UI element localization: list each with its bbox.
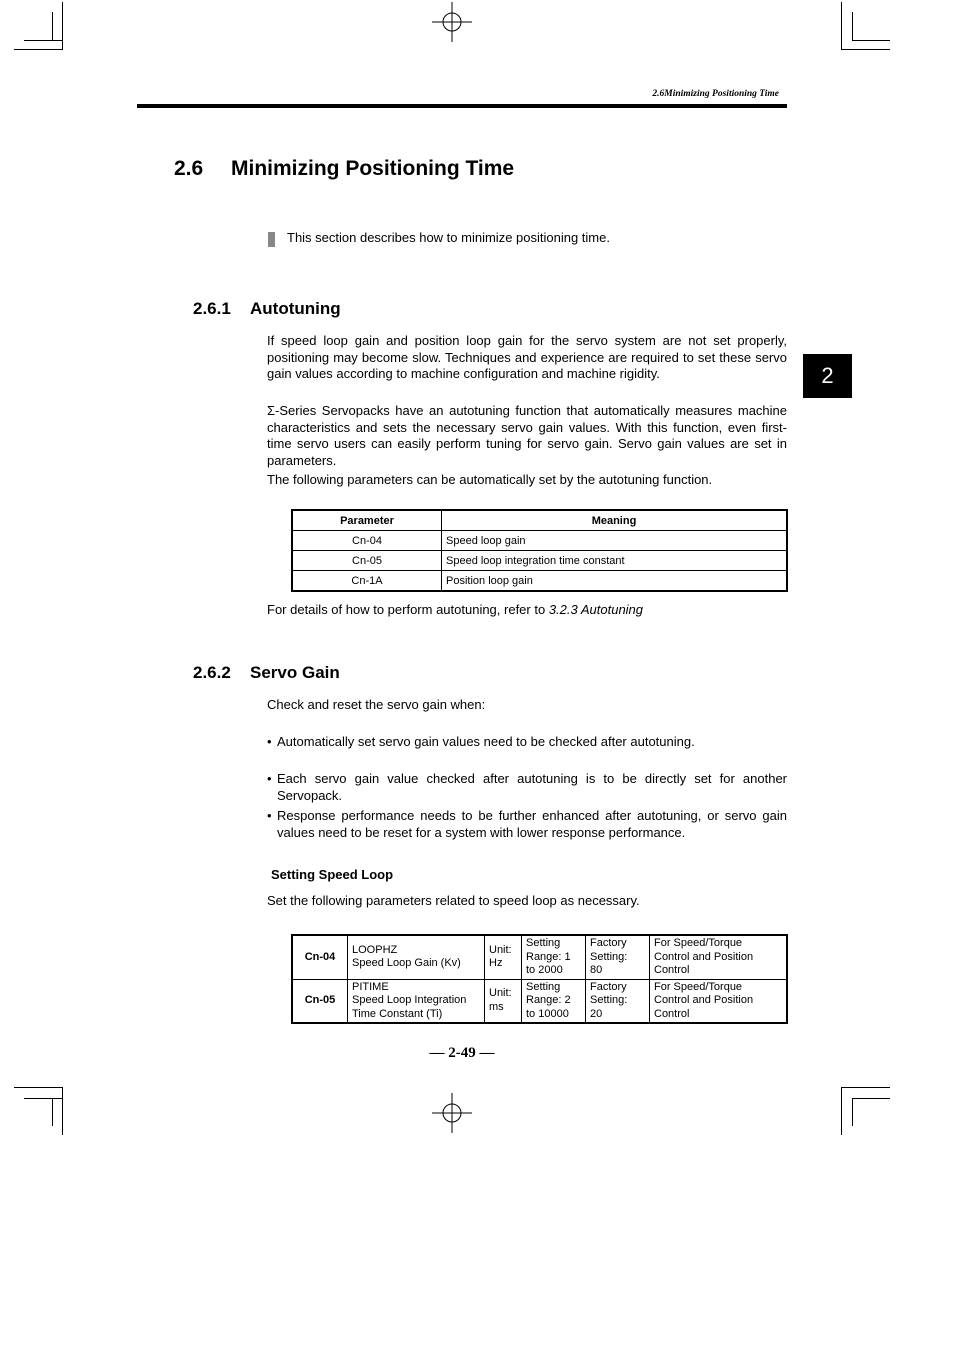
crop-mark bbox=[24, 1098, 62, 1099]
list-item bbox=[267, 808, 787, 841]
parameter-cell: Cn-05 bbox=[292, 551, 442, 571]
crop-mark bbox=[841, 2, 842, 50]
table-header-parameter: Parameter bbox=[292, 510, 442, 531]
parameter-control-mode: For Speed/Torque Control and Position Control bbox=[650, 979, 788, 1023]
crop-mark bbox=[52, 1098, 53, 1126]
servo-gain-intro: Check and reset the servo gain when: bbox=[267, 697, 486, 712]
subsection-title: Servo Gain bbox=[250, 663, 340, 682]
section-number: 2.6 bbox=[174, 157, 204, 180]
autotuning-paragraph-3: The following parameters can be automatically set by the autotuning function. bbox=[267, 472, 713, 487]
autotuning-paragraph-1: If speed loop gain and position loop gain for the servo system are not set properly, positioning may become slow. Techniques and experience are required to set these servo gain values according to machine configuration and machine rigidity. bbox=[267, 333, 787, 381]
autotuning-paragraph-2: Σ-Series Servopacks have an autotuning function that automatically measures machine characteristics and sets the necessary servo gain values. With this function, even first-time servo users can easily perform tuning for servo gain. Servo gain values are set in parameters. bbox=[267, 403, 787, 468]
section-title-text: Minimizing Positioning Time bbox=[231, 157, 515, 180]
parameter-code: Cn-04 bbox=[292, 935, 348, 979]
setting-speed-loop-heading: Setting Speed Loop bbox=[271, 867, 394, 882]
bullet-icon: • bbox=[267, 734, 272, 749]
crop-mark bbox=[62, 2, 63, 50]
meaning-cell: Speed loop gain bbox=[442, 531, 788, 551]
parameter-factory-setting: Factory Setting: 80 bbox=[586, 935, 650, 979]
table-header-row bbox=[292, 510, 787, 531]
crop-mark bbox=[842, 1087, 890, 1088]
subsection-title: Autotuning bbox=[250, 299, 341, 318]
crop-mark bbox=[852, 12, 853, 40]
crop-mark bbox=[842, 49, 890, 50]
subsection-servo-gain-heading bbox=[193, 663, 340, 683]
intro-marker bbox=[268, 232, 275, 247]
parameter-name: PITIME Speed Loop Integration Time Constant (Ti) bbox=[348, 979, 485, 1023]
parameter-cell: Cn-1A bbox=[292, 571, 442, 592]
autotuning-parameter-table bbox=[291, 509, 788, 592]
meaning-cell: Position loop gain bbox=[442, 571, 788, 592]
bullet-icon: • bbox=[267, 808, 272, 823]
bullet-icon: • bbox=[267, 771, 272, 786]
intro-text: This section describes how to minimize positioning time. bbox=[287, 230, 610, 245]
table-row bbox=[292, 935, 787, 979]
table-row bbox=[292, 551, 787, 571]
parameter-range: Setting Range: 1 to 2000 bbox=[522, 935, 586, 979]
crop-mark bbox=[52, 12, 53, 40]
subsection-number: 2.6.1 bbox=[193, 299, 231, 318]
chapter-tab: 2 bbox=[803, 354, 852, 398]
crop-mark bbox=[852, 1098, 890, 1099]
table-header-meaning: Meaning bbox=[442, 510, 788, 531]
list-item-text: Automatically set servo gain values need to be checked after autotuning. bbox=[277, 734, 695, 749]
speed-loop-parameter-table bbox=[291, 934, 788, 1024]
registration-mark-icon bbox=[432, 1093, 472, 1133]
parameter-factory-setting: Factory Setting: 20 bbox=[586, 979, 650, 1023]
autotuning-reference bbox=[267, 602, 787, 619]
crop-mark bbox=[852, 1098, 853, 1126]
meaning-cell: Speed loop integration time constant bbox=[442, 551, 788, 571]
subsection-number: 2.6.2 bbox=[193, 663, 231, 682]
crop-mark bbox=[841, 1087, 842, 1135]
crop-mark bbox=[852, 40, 890, 41]
reference-link: 3.2.3 Autotuning bbox=[548, 602, 644, 617]
list-item bbox=[267, 771, 787, 804]
parameter-unit: Unit: ms bbox=[485, 979, 522, 1023]
crop-mark bbox=[62, 1087, 63, 1135]
parameter-name: LOOPHZ Speed Loop Gain (Kv) bbox=[348, 935, 485, 979]
crop-mark bbox=[24, 40, 62, 41]
header-rule bbox=[137, 104, 787, 108]
crop-mark bbox=[14, 49, 62, 50]
parameter-code: Cn-05 bbox=[292, 979, 348, 1023]
page-number: — 2-49 — bbox=[429, 1045, 495, 1061]
table-row bbox=[292, 531, 787, 551]
section-title bbox=[174, 157, 514, 181]
list-item-text: Each servo gain value checked after autotuning is to be directly set for another Servopack. bbox=[277, 771, 787, 803]
list-item bbox=[267, 734, 787, 751]
running-header: 2.6Minimizing Positioning Time bbox=[652, 89, 779, 99]
table-row bbox=[292, 979, 787, 1023]
subsection-autotuning-heading bbox=[193, 299, 341, 319]
reference-text: For details of how to perform autotuning, refer to bbox=[267, 602, 549, 617]
parameter-cell: Cn-04 bbox=[292, 531, 442, 551]
speed-loop-text: Set the following parameters related to speed loop as necessary. bbox=[267, 893, 640, 908]
list-item-text: Response performance needs to be further enhanced after autotuning, or servo gain values need to be reset for a system with lower response performance. bbox=[277, 808, 787, 840]
crop-mark bbox=[14, 1087, 62, 1088]
parameter-control-mode: For Speed/Torque Control and Position Control bbox=[650, 935, 788, 979]
parameter-range: Setting Range: 2 to 10000 bbox=[522, 979, 586, 1023]
parameter-unit: Unit: Hz bbox=[485, 935, 522, 979]
table-row bbox=[292, 571, 787, 592]
registration-mark-icon bbox=[432, 2, 472, 42]
